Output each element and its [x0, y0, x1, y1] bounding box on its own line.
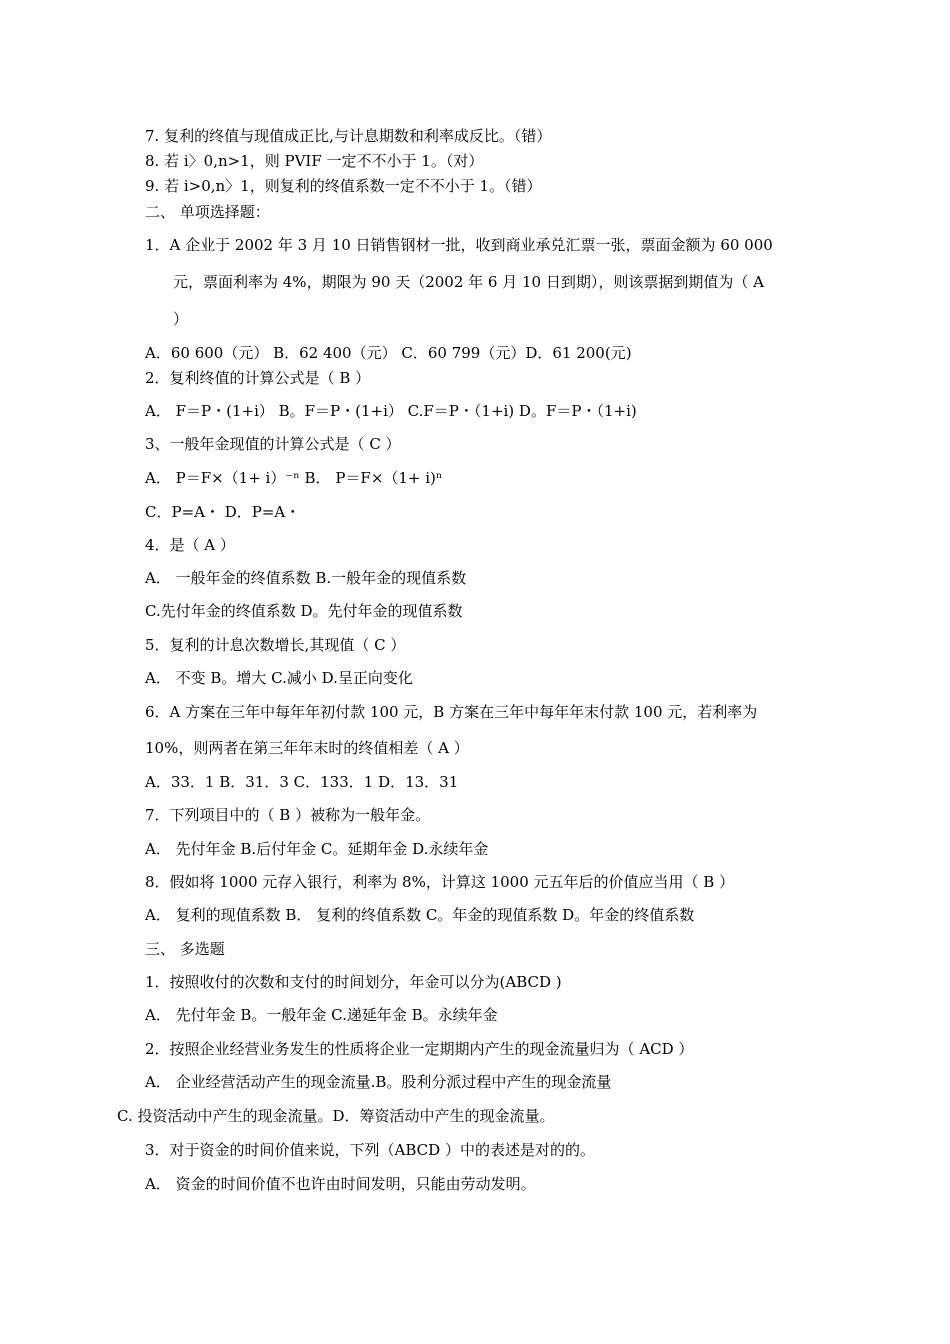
question-3-options-ab: A． P＝F×（1+ i）⁻ⁿ B． P＝F×（1+ i)ⁿ: [145, 469, 443, 487]
text-line-tf7: 7. 复利的终值与现值成正比,与计息期数和利率成反比。（错）: [145, 127, 552, 145]
multi-question-2: 2．按照企业经营业务发生的性质将企业一定期期内产生的现金流量归为（ ACD ）: [145, 1040, 694, 1058]
question-6-options: A．33．1 B．31．3 C．133．1 D．13．31: [145, 773, 459, 791]
question-1-line-3: ）: [173, 310, 189, 328]
question-4: 4．是（ A ）: [145, 536, 235, 554]
multi-question-1: 1．按照收付的次数和支付的时间划分，年金可以分为(ABCD ): [145, 973, 562, 991]
question-6-line-1: 6．A 方案在三年中每年年初付款 100 元，B 方案在三年中每年年末付款 100 元，若利率为: [145, 703, 758, 721]
question-1-line-2: 元，票面利率为 4%，期限为 90 天（2002 年 6 月 10 日到期），则该票据到期值为（ A: [173, 273, 764, 291]
multi-question-2-options-cd: C. 投资活动中产生的现金流量。D．筹资活动中产生的现金流量。: [117, 1107, 555, 1125]
question-5-options: A． 不变 B。增大 C.减小 D.呈正向变化: [145, 669, 413, 687]
section-heading-single-choice: 二、 单项选择题：: [145, 203, 270, 221]
question-6-line-2: 10%，则两者在第三年年末时的终值相差（ A ）: [145, 739, 469, 757]
text-line-tf9: 9. 若 i>0,n〉1，则复利的终值系数一定不不小于 1。（错）: [145, 177, 542, 195]
question-7-options: A． 先付年金 B.后付年金 C。延期年金 D.永续年金: [145, 840, 489, 858]
section-heading-multiple-choice: 三、 多选题: [145, 940, 225, 958]
question-3: 3、一般年金现值的计算公式是（ C ）: [145, 435, 401, 453]
question-2: 2．复利终值的计算公式是（ B ）: [145, 369, 371, 387]
question-1-line-1: 1．A 企业于 2002 年 3 月 10 日销售钢材一批，收到商业承兑汇票一张，票面金额为 60 000: [145, 236, 773, 254]
question-8-options: A． 复利的现值系数 B． 复利的终值系数 C。年金的现值系数 D。年金的终值系数: [145, 906, 695, 924]
question-3-options-cd: C．P=A・ D．P=A・: [145, 503, 301, 521]
question-4-options-cd: C.先付年金的终值系数 D。先付年金的现值系数: [145, 602, 463, 620]
question-5: 5．复利的计息次数增长,其现值（ C ）: [145, 636, 406, 654]
multi-question-3-option-a: A． 资金的时间价值不也许由时间发明，只能由劳动发明。: [145, 1175, 536, 1193]
question-1-options: A．60 600（元） B．62 400（元） C．60 799（元）D．61 200(元): [145, 344, 632, 362]
multi-question-3: 3．对于资金的时间价值来说，下列（ABCD ）中的表述是对的的。: [145, 1141, 595, 1159]
question-8: 8．假如将 1000 元存入银行，利率为 8%，计算这 1000 元五年后的价值应当用（ B ）: [145, 873, 735, 891]
multi-question-2-options-ab: A． 企业经营活动产生的现金流量.B。股利分派过程中产生的现金流量: [145, 1073, 612, 1091]
text-line-tf8: 8. 若 i〉0,n>1，则 PVIF 一定不不小于 1。（对）: [145, 152, 484, 170]
question-7: 7．下列项目中的（ B ）被称为一般年金。: [145, 806, 431, 824]
question-2-options: A． F＝P・(1+i） B。F＝P・(1+i） C.F＝P・（1+i) D。F＝P・（1+i): [145, 402, 637, 420]
multi-question-1-options: A． 先付年金 B。一般年金 C.递延年金 B。永续年金: [145, 1006, 498, 1024]
question-4-options-ab: A． 一般年金的终值系数 B.一般年金的现值系数: [145, 569, 467, 587]
